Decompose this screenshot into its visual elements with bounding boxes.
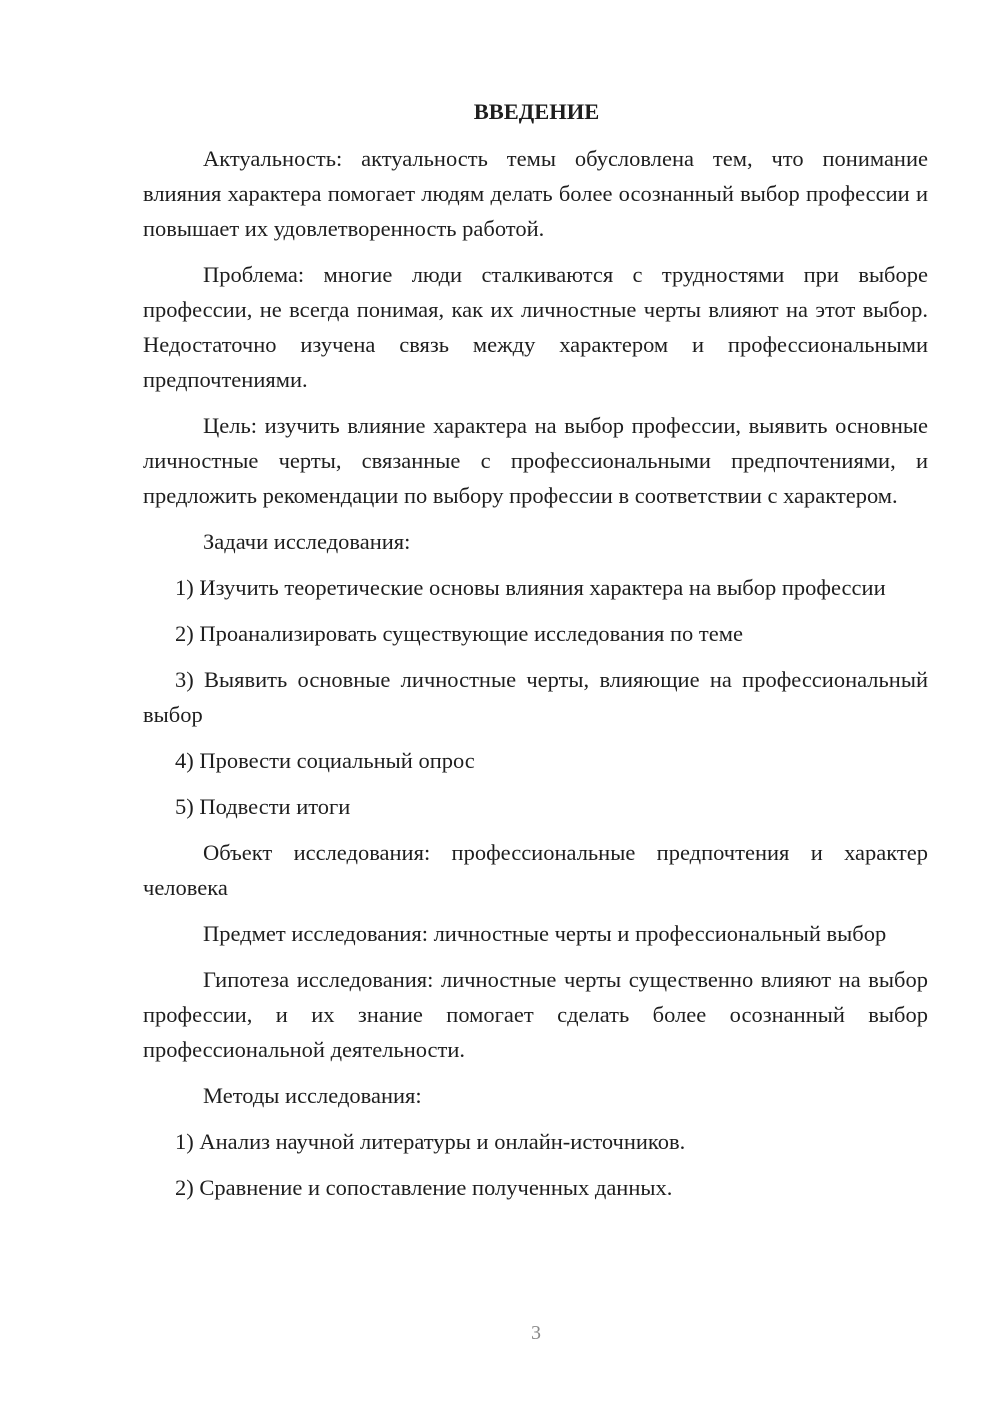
page-number: 3 — [531, 1322, 541, 1344]
problem-paragraph: Проблема: многие люди сталкиваются с трудностями при выборе профессии, не всегда понимая, как их личностные черты влияют на этот выбор. Недостаточно изучена связь между характером и профессиональными предпочтениями. — [143, 262, 928, 392]
hypothesis-paragraph: Гипотеза исследования: личностные черты существенно влияют на выбор профессии, и их знание помогает сделать более осознанный выбор профессиональной деятельности. — [143, 967, 928, 1062]
task-item-5: 5) Подвести итоги — [175, 794, 351, 819]
tasks-heading: Задачи исследования: — [203, 529, 411, 554]
method-item-1: 1) Анализ научной литературы и онлайн-источников. — [175, 1129, 686, 1154]
page-title: ВВЕДЕНИЕ — [473, 99, 600, 124]
document-page — [143, 94, 928, 1216]
method-item-2: 2) Сравнение и сопоставление полученных данных. — [175, 1175, 673, 1200]
methods-heading: Методы исследования: — [203, 1083, 422, 1108]
task-item-2: 2) Проанализировать существующие исследования по теме — [175, 621, 743, 646]
subject-paragraph: Предмет исследования: личностные черты и профессиональный выбор — [203, 921, 887, 946]
object-paragraph: Объект исследования: профессиональные предпочтения и характер человека — [143, 840, 928, 900]
relevance-paragraph: Актуальность: актуальность темы обусловлена тем, что понимание влияния характера помогает людям делать более осознанный выбор профессии и повышает их удовлетворенность работой. — [143, 146, 928, 241]
task-item-3: 3) Выявить основные личностные черты, влияющие на профессиональный выбор — [143, 667, 928, 727]
goal-paragraph: Цель: изучить влияние характера на выбор профессии, выявить основные личностные черты, связанные с профессиональными предпочтениями, и предложить рекомендации по выбору профессии в соответствии с характером. — [143, 413, 928, 508]
task-item-1: 1) Изучить теоретические основы влияния характера на выбор профессии — [175, 575, 886, 600]
task-item-4: 4) Провести социальный опрос — [175, 748, 475, 773]
